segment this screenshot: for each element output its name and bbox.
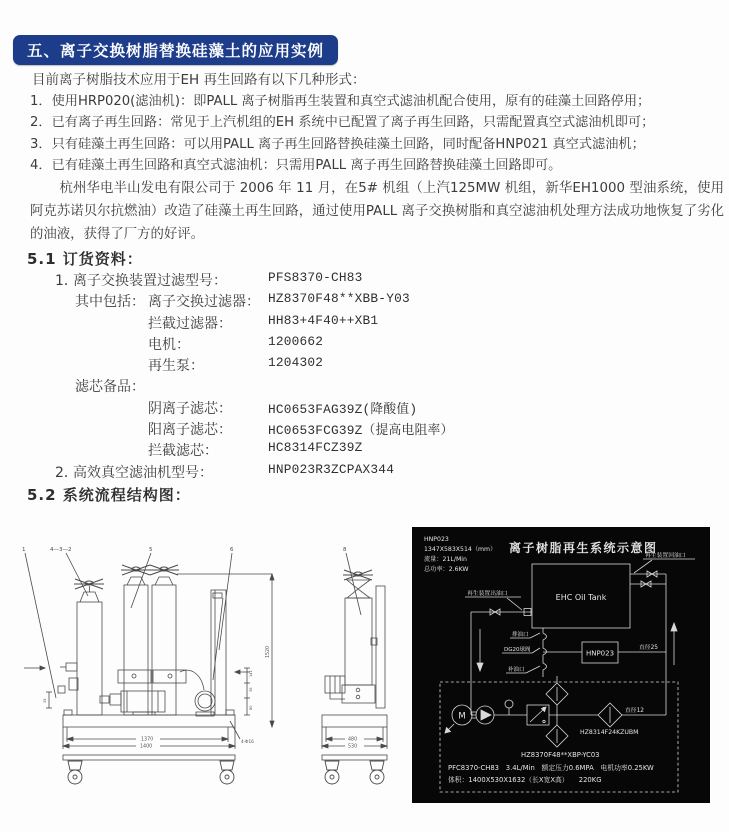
table-row xyxy=(0,440,729,461)
row-value: HC8314FCZ39Z xyxy=(268,440,363,456)
part-label-8: 8 xyxy=(343,547,347,553)
row-label: 拦截滤芯： xyxy=(148,443,218,460)
table-row xyxy=(0,398,729,419)
row-label: 拦截过滤器： xyxy=(148,315,232,332)
table-row xyxy=(0,270,729,291)
dim-side-inner: 480 xyxy=(348,737,358,743)
ordering-table xyxy=(0,270,729,483)
return-port-label: 再生装置回油口 xyxy=(645,553,686,559)
equipment-drawing xyxy=(0,520,420,820)
row-value: HC0653FAG39Z(降酸值) xyxy=(268,401,418,417)
part-label-5: 5 xyxy=(149,547,153,553)
ordering-heading: 5.1 订货资料： xyxy=(27,250,143,268)
table-row xyxy=(0,419,729,440)
row-prefix: 滤芯备品： xyxy=(75,379,145,396)
row-value: PFS8370-CH83 xyxy=(268,270,363,285)
fill-port-label: 补油口 xyxy=(508,667,525,673)
list-item: 4．已有硅藻土再生回路和真空式滤油机：只需用PALL 离子再生回路替换硅藻土回路即可。 xyxy=(30,157,562,173)
row-label: 阳离子滤芯： xyxy=(148,422,232,439)
list-item: 3．只有硅藻土再生回路：可以用PALL 离子再生回路替换硅藻土回路，同时配备HNP021 真空式滤油机； xyxy=(30,136,645,152)
flow-diagram-heading: 5.2 系统流程结构图： xyxy=(27,486,191,504)
spec-line-1: PFC8370-CH83 3.4L/Min 额定压力0.6MPA 电机功率0.25KW xyxy=(448,764,654,772)
ball-valve-label: DG20球阀 xyxy=(504,647,531,653)
row-label: 离子交换过滤器： xyxy=(148,294,260,311)
row-label: 离子交换装置过滤型号： xyxy=(73,273,227,289)
dim-a: 141 xyxy=(249,670,253,677)
section-title-badge: 五、离子交换树脂替换硅藻土的应用实例 xyxy=(13,35,338,65)
tank-label: EHC Oil Tank xyxy=(555,593,607,602)
unit-box-label: HNP023 xyxy=(585,649,615,658)
table-row xyxy=(0,462,729,483)
intro-text: 目前离子树脂技术应用于EH 再生回路有以下几种形式： xyxy=(32,72,366,88)
usage-forms-list xyxy=(30,90,725,175)
regen-system-schematic xyxy=(412,527,710,803)
row-label: 阴离子滤芯： xyxy=(148,400,232,417)
row-label: 电机： xyxy=(148,336,190,353)
row-label: 高效真空滤油机型号： xyxy=(73,464,213,481)
dim-side-outer: 530 xyxy=(348,744,358,750)
table-row xyxy=(0,376,729,397)
row-label: 再生泵： xyxy=(148,358,204,375)
schematic-title: 离子树脂再生系统示意图 xyxy=(509,541,658,555)
schematic-power: 总功率：2.6KW xyxy=(424,566,469,573)
table-row xyxy=(0,313,729,334)
dim-base-outer: 1400 xyxy=(140,744,153,750)
row-value: HNP023R3ZCPAX344 xyxy=(268,461,395,477)
part-label-432: 4—3—2 xyxy=(50,547,72,553)
dim-height: 1520 xyxy=(266,645,271,659)
dim-b: 36 xyxy=(249,687,253,692)
row-number: 2． xyxy=(55,464,78,481)
spec-line-2: 体积：1400X530X1632（长X宽X高） 220KG xyxy=(448,776,602,784)
row-prefix: 其中包括： xyxy=(75,294,145,311)
schematic-size: 1347X583X514（mm） xyxy=(424,546,497,553)
table-row xyxy=(0,291,729,312)
filter-bottom-label: HZ8370F48**XBP-YC03 xyxy=(521,751,600,759)
part-label-6: 6 xyxy=(230,547,234,553)
schematic-flow: 流量：21L/Min xyxy=(424,556,467,563)
table-row xyxy=(0,355,729,376)
row-value: HC0653FCG39Z（提高电阻率） xyxy=(268,423,454,439)
dia12-label: 直径12 xyxy=(625,708,644,714)
dim-base-inner: 1370 xyxy=(141,737,154,743)
row-value: 1200662 xyxy=(268,333,324,349)
row-value: 1204302 xyxy=(268,355,324,371)
list-item: 2．已有离子再生回路：常见于上汽机组的EH 系统中已配置了离子再生回路，只需配置真空式滤油机即可； xyxy=(30,115,655,131)
dim-c: 80 xyxy=(249,705,253,710)
dim-holes: 4-Φ16 xyxy=(241,739,254,744)
dia25-label: 直径25 xyxy=(639,645,658,651)
row-value: HZ8370F48**XBB-Y03 xyxy=(268,291,410,307)
out-port-label: 再生装置出油口 xyxy=(467,591,508,597)
dim-d: 35 xyxy=(43,698,47,703)
list-item: 1．使用HRP020(滤油机)：即PALL 离子树脂再生装置和真空式滤油机配合使用，原有的硅藻土回路停用； xyxy=(30,94,651,109)
row-number: 1． xyxy=(55,273,78,289)
filter-right-label: HZ8314F24KZUBM xyxy=(580,729,639,736)
motor-label: M xyxy=(458,711,466,722)
case-paragraph: 杭州华电半山发电有限公司于 2006 年 11 月，在5# 机组（上汽125MW 机组，新华EH1000 型油系统，使用阿克苏诺贝尔抗燃油）改造了硅藻土再生回路，通过使用PALL 离子交换树脂和真空滤油机处理方法成功地恢复了劣化的油液，获得了厂方的好评。 xyxy=(30,181,724,242)
part-label-1: 1 xyxy=(22,547,26,553)
schematic-model: HNP023 xyxy=(424,536,449,543)
drain-port-label: 排油口 xyxy=(512,632,529,638)
row-value: HH83+4F40++XB1 xyxy=(268,312,379,328)
table-row xyxy=(0,334,729,355)
